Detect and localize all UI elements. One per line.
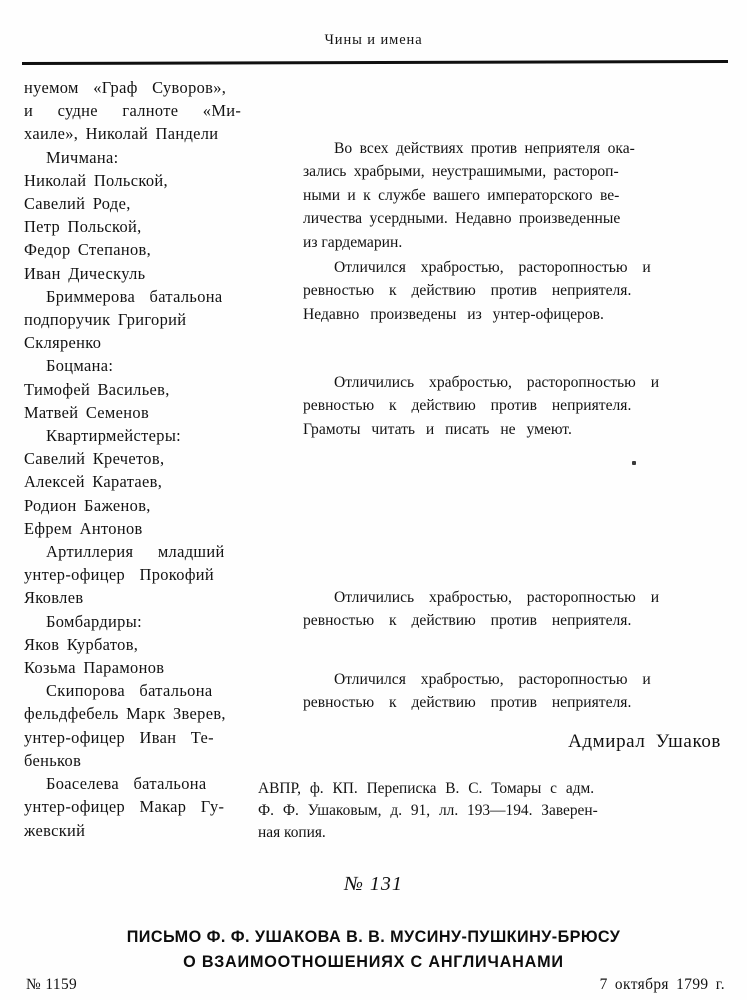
citation-line-3: ная копия. [258, 823, 326, 841]
left-column-line: Николай Польской, [24, 170, 168, 190]
left-column-line: хаиле», Николай Пандели [24, 124, 219, 144]
left-column-line: Федор Степанов, [24, 240, 152, 260]
left-column-line: Яков Курбатов, [24, 634, 139, 654]
remark-line: ревностью к действию против неприятеля. [303, 694, 632, 712]
left-column-line: и судне галноте «Ми- [24, 101, 242, 121]
next-document-title-line-1: ПИСЬМО Ф. Ф. УШАКОВА В. В. МУСИНУ-ПУШКИНУ-БРЮСУ [126, 928, 621, 946]
remark-line: ревностью к действию против неприятеля. [303, 612, 632, 630]
left-column-line: Мичмана: [46, 147, 119, 167]
remark-line: ревностью к действию против неприятеля. [303, 397, 632, 415]
remark-line: Недавно произведены из унтер-офицеров. [303, 305, 604, 323]
left-column-line: унтер-офицер Прокофий [24, 565, 215, 585]
left-column-line: унтер-офицер Иван Те- [24, 727, 214, 747]
left-column-line: Артиллерия младший [46, 542, 225, 562]
left-column-line: Савелий Роде, [24, 194, 131, 214]
remark-paragraph [303, 668, 728, 715]
left-column-line: Боаселева батальона [46, 774, 207, 794]
remark-line: Отличился храбростью, расторопностью и [334, 259, 651, 276]
left-column-line: Бриммерова батальона [46, 286, 223, 306]
remark-paragraph [303, 586, 728, 633]
remark-paragraph [303, 137, 728, 254]
remark-paragraph [303, 256, 728, 326]
citation-line-1: АВПР, ф. КП. Переписка В. С. Томары с адм. [258, 780, 595, 797]
left-column-line: Петр Польской, [24, 217, 142, 237]
citation-line-2: Ф. Ф. Ушаковым, д. 91, лл. 193—194. Заверен- [258, 801, 598, 819]
remark-paragraph [303, 371, 728, 441]
left-column-line: Савелий Кречетов, [24, 449, 165, 469]
remark-line: Во всех действиях против неприятеля ока- [334, 140, 635, 157]
left-column-line: Скипорова батальона [46, 681, 213, 701]
remark-line: Отличились храбростью, расторопностью и [334, 589, 660, 606]
left-column-line: подпоручик Григорий [24, 310, 187, 330]
left-column-line: Ефрем Антонов [24, 518, 143, 538]
next-document-title-line-2: О ВЗАИМООТНОШЕНИЯХ С АНГЛИЧАНАМИ [183, 953, 564, 971]
next-document-number: № 131 [344, 873, 403, 895]
left-column-line: жевский [24, 820, 86, 840]
remark-line: Грамоты читать и писать не умеют. [303, 420, 572, 438]
left-column-line: Квартирмейстеры: [46, 426, 182, 446]
left-column-line: Боцмана: [46, 356, 114, 376]
left-column-line: Скляренко [24, 333, 102, 353]
left-column-line: Алексей Каратаев, [24, 472, 163, 492]
left-column-line: нуемом «Граф Суворов», [24, 78, 227, 97]
scan-speck [632, 461, 636, 465]
left-column-line: Иван Дическуль [24, 263, 146, 283]
left-column-line: унтер-офицер Макар Гу- [24, 797, 225, 817]
remark-line: личества усердными. Недавно произведенные [303, 210, 621, 228]
remark-line: Отличился храбростью, расторопностью и [334, 671, 651, 688]
left-column-line: Матвей Семенов [24, 402, 150, 422]
left-column-line: Бомбардиры: [46, 611, 142, 631]
left-column-line: фельдфебель Марк Зверев, [24, 704, 226, 724]
document-serial-number: № 1159 [26, 976, 78, 993]
left-column-line: беньков [24, 750, 82, 770]
left-column-line: Тимофей Васильев, [24, 379, 170, 399]
left-column-line: Яковлев [24, 588, 84, 608]
left-column-ranks-and-names [24, 76, 276, 842]
next-document-title [0, 925, 747, 975]
document-date: 7 октября 1799 г. [599, 976, 725, 993]
left-column-line: Козьма Парамонов [24, 658, 165, 678]
header-rule [22, 60, 728, 65]
running-head: Чины и имена [324, 32, 423, 48]
remark-line: Отличились храбростью, расторопностью и [334, 374, 660, 391]
remark-line: ревностью к действию против неприятеля. [303, 282, 632, 300]
signature-admiral-ushakov: Адмирал Ушаков [568, 731, 721, 752]
remark-line: из гардемарин. [303, 233, 403, 251]
left-column-line: Родион Баженов, [24, 495, 151, 515]
archival-citation [258, 778, 728, 843]
remark-line: зались храбрыми, неустрашимыми, растороп- [303, 163, 619, 181]
remark-line: ными и к службе вашего императорского ве- [303, 186, 620, 204]
